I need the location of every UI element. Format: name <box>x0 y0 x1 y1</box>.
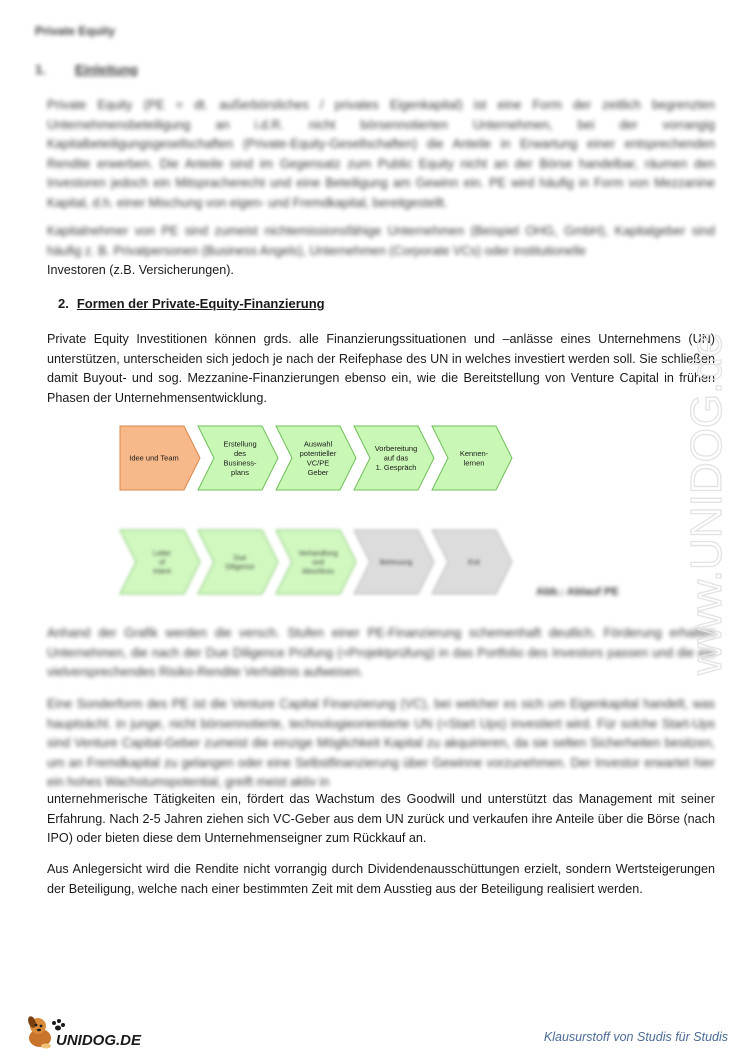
diagram-step-label: Betreuung <box>379 559 413 567</box>
diagram-step-label: Idee und Team <box>129 453 179 463</box>
section-2-paragraph: Private Equity Investitionen können grds. alle Finanzierungssituationen und –anlässe eines Unternehmens (UN) unterstützen, unterscheiden sich jedoch je nach der Reifephase des UN in welches investiert werden soll. Sie schließen damit Buyout- und sog. Mezzanine-Finanzierungen ebenso ein, wie die Bereitstellung von Venture Capital in frühen Phasen der Unternehmensentwicklung. <box>47 332 715 405</box>
diagram-step-label: Vorbereitung auf das 1. Gespräch <box>374 444 418 472</box>
section-2-paragraph-3-visible: unternehmerische Tätigkeiten ein, fördert das Wachstum des Goodwill und unterstützt das Management mit seiner Erfahrung. Nach 2-5 Jahren ziehen sich VC-Geber aus dem UN zurück und verkaufen ihre Anteile über die Börse (nach IPO) oder bieten diese dem Unternehmenseigner zum Rückkauf an. <box>47 792 715 845</box>
footer-logo <box>24 1012 154 1057</box>
watermark-text: www.UNIDOG.de <box>682 332 731 675</box>
footer-logo-text: UNIDOG.DE <box>56 1032 142 1049</box>
diagram-step-label: Exit <box>468 559 480 567</box>
section-2-paragraph-2: Anhand der Grafik werden die versch. Stufen einer PE-Finanzierung schemenhaft deutlich. Förderung erhalten Unternehmen, die nach der Due Diligence Prüfung (=Projektprüfung) in das Portfolio des Investors passen und die ein vielversprechendes Risiko-Rendite Verhältnis aufweisen. <box>47 626 715 679</box>
diagram-step-label: Erstellung des Business-plans <box>223 439 257 477</box>
diagram-step-label: Auswahl potentieller VC/PE Geber <box>299 439 337 477</box>
section-2-paragraph-4: Aus Anlegersicht wird die Rendite nicht vorrangig durch Dividendenausschüttungen erzielt, sondern Wertsteigerungen der Beteiligung, welche nach einer bestimmten Zeit mit dem Ausstieg aus der Beteiligung realisiert werden. <box>47 862 715 896</box>
diagram-step-label: Due Diligence <box>225 554 255 571</box>
section-1-title: Einleitung <box>75 62 138 77</box>
diagram-row2 <box>120 530 512 594</box>
diagram-row1 <box>120 426 512 490</box>
section-2-title: Formen der Private-Equity-Finanzierung <box>76 296 325 311</box>
footer-tagline: Klausurstoff von Studis für Studis <box>543 1030 728 1044</box>
section-1-paragraph-1: Private Equity (PE = dt. außerbörsliches / privates Eigenkapital) ist eine Form der zeitlich begrenzten Unternehmensbeteiligung an i.d.R. nicht börsennotierten Unternehmen, bei der vorrangig Kapitalbeteiligungsgesellschaften (Private-Equity-Gesellschaften) die Anteile in Erwartung einer entsprechenden Rendite erwerben. Die Anteile sind im Gegensatz zum Public Equity nicht an der Börse handelbar, räumen den Investoren jedoch ein Mitspracherecht und eine Beteiligung am Gewinn ein. PE wird häufig in Form von Mezzanine Kapital, d.h. einer Mischung von eigen- und Fremdkapital, bereitgestellt. <box>47 98 715 210</box>
diagram-step-label: Kennen-lernen <box>459 448 489 468</box>
diagram-step-label: Letter of Intent <box>153 550 171 576</box>
page-header-title: Private Equity <box>35 24 116 38</box>
section-2-number: 2. <box>58 296 69 311</box>
section-1-number: 1. <box>35 62 46 77</box>
section-1-paragraph-2-visible: Investoren (z.B. Versicherungen). <box>47 263 234 277</box>
section-1-paragraph-2-blurred: Kapitalnehmer von PE sind zumeist nichtemissionsfähige Unternehmen (Beispiel OHG, GmbH), Kapitalgeber sind häufig z. B. Privatpersonen (Business Angels), Unternehmen (Corporate VCs) oder institutionelle <box>47 224 715 258</box>
section-2-paragraph-3-blurred: Eine Sonderform des PE ist die Venture Capital Finanzierung (VC), bei welcher es sich um Eigenkapital handelt, was hauptsächl. in junge, nicht börsennotierte, technologieorientierte UN (=Start Ups) investiert wird. Für solche Start-Ups sind Venture Capital-Geber zumeist die einzige Möglichkeit Kapital zu akquirieren, da sie selten Sicherheiten besitzen, um an Fremdkapital zu gelangen oder eine Selbstfinanzierung über Gewinne vorzunehmen. Der Investor erwartet hier ein hohes Wachstumspotential, greift meist aktiv in <box>47 697 715 789</box>
diagram-step-label: Verhandlung und Abschluss <box>298 550 338 576</box>
diagram-caption: Abb.: Ablauf PE <box>536 586 619 598</box>
diagram-step-row2-2 <box>198 530 278 594</box>
